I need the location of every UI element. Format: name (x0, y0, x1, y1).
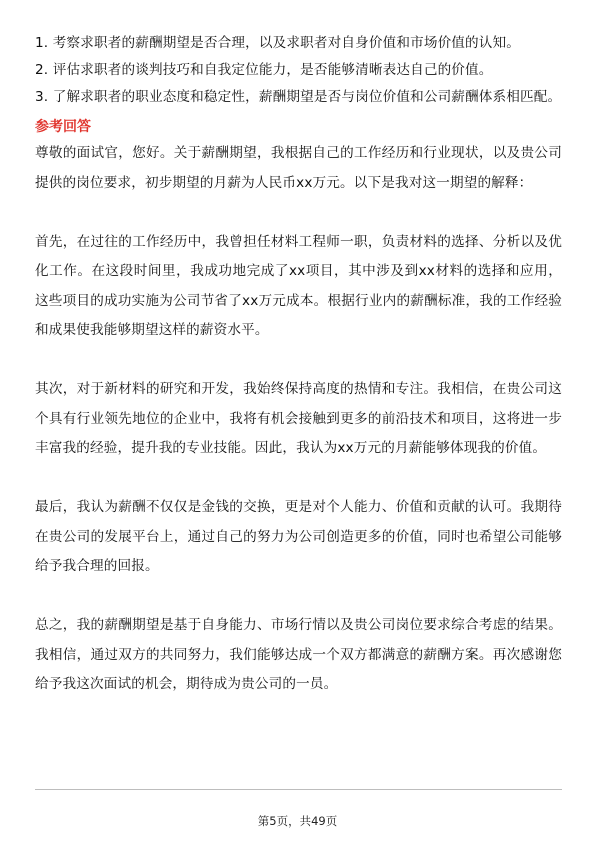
reference-answer-heading: 参考回答 (35, 119, 91, 135)
answer-paragraph-last: 最后，我认为薪酬不仅仅是金钱的交换，更是对个人能力、价值和贡献的认可。我期待在贵公司的发展平台上，通过自己的努力为公司创造更多的价值，同时也希望公司能够给予我合理的回报。 (35, 499, 562, 574)
answer-paragraph-first: 首先，在过往的工作经历中，我曾担任材料工程师一职，负责材料的选择、分析以及优化工作。在这段时间里，我成功地完成了xx项目，其中涉及到xx材料的选择和应用，这些项目的成功实施为公司节省了xx万元成本。根据行业内的薪酬标准，我的工作经验和成果使我能够期望这样的薪资水平。 (35, 233, 562, 338)
paragraph-spacer (35, 346, 562, 376)
page-number: 第5页，共49页 (257, 814, 338, 828)
footer-divider (35, 789, 562, 790)
paragraph-spacer (35, 582, 562, 612)
page-content (35, 30, 562, 700)
criteria-item: 3. 了解求职者的职业态度和稳定性，薪酬期望是否与岗位价值和公司薪酬体系相匹配。 (35, 89, 562, 105)
answer-paragraph-second: 其次，对于新材料的研究和开发，我始终保持高度的热情和专注。我相信，在贵公司这个具有行业领先地位的企业中，我将有机会接触到更多的前沿技术和项目，这将进一步丰富我的经验，提升我的专业技能。因此，我认为xx万元的月薪能够体现我的价值。 (35, 381, 562, 456)
answer-paragraph-intro: 尊敬的面试官，您好。关于薪酬期望，我根据自己的工作经历和行业现状，以及贵公司提供的岗位要求，初步期望的月薪为人民币xx万元。以下是我对这一期望的解释： (35, 145, 562, 191)
paragraph-spacer (35, 464, 562, 494)
paragraph-spacer (35, 198, 562, 228)
criteria-item: 1. 考察求职者的薪酬期望是否合理，以及求职者对自身价值和市场价值的认知。 (35, 35, 521, 51)
assessment-criteria-list (35, 30, 562, 111)
answer-paragraph-conclusion: 总之，我的薪酬期望是基于自身能力、市场行情以及贵公司岗位要求综合考虑的结果。我相信，通过双方的共同努力，我们能够达成一个双方都满意的薪酬方案。再次感谢您给予我这次面试的机会，期待成为贵公司的一员。 (35, 617, 562, 692)
criteria-item: 2. 评估求职者的谈判技巧和自我定位能力，是否能够清晰表达自己的价值。 (35, 62, 493, 78)
